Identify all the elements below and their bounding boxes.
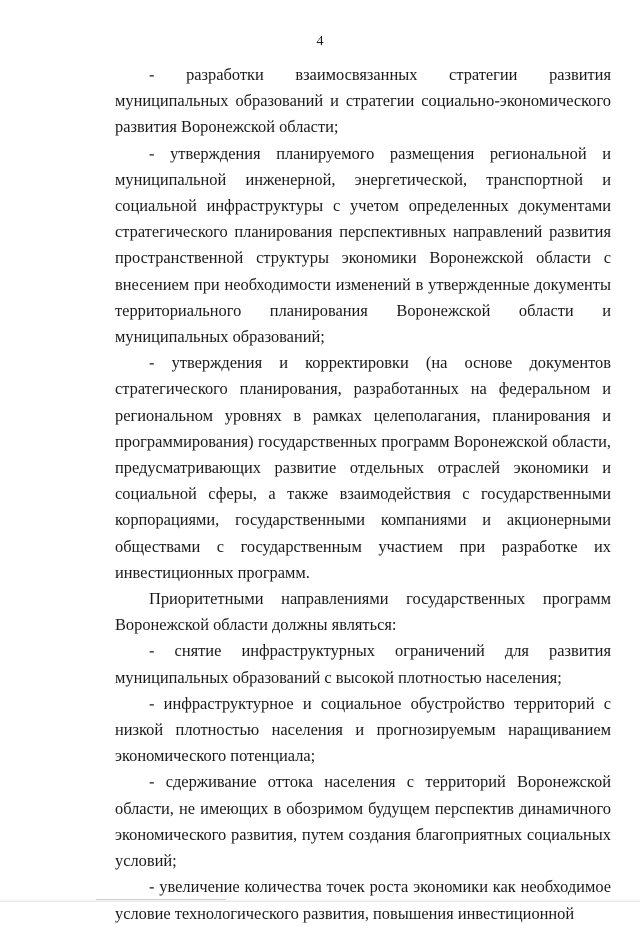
document-body xyxy=(115,62,611,927)
paragraph-4: Приоритетными направлениями государственных программ Воронежской области должны являться: xyxy=(115,589,611,635)
paragraph-5: - снятие инфраструктурных ограничений для развития муниципальных образований с высокой плотностью населения; xyxy=(115,641,611,687)
scan-artifact-line xyxy=(96,899,226,900)
paragraph-7: - сдерживание оттока населения с территорий Воронежской области, не имеющих в обозримом будущем перспектив динамичного экономического развития, путем создания благоприятных социальных условий; xyxy=(115,772,611,871)
paragraph-3: - утверждения и корректировки (на основе документов стратегического планирования, разработанных на федеральном и региональном уровнях в рамках целеполагания, планирования и программирования) государственных программ Воронежской области, предусматривающих развитие отдельных отраслей экономики и социальной сферы, а также взаимодействия с государственными корпорациями, государственными компаниями и акционерными обществами с государственным участием при разработке их инвестиционных программ. xyxy=(115,353,611,582)
paragraph-2: - утверждения планируемого размещения региональной и муниципальной инженерной, энергетической, транспортной и социальной инфраструктуры с учетом определенных документами стратегического планирования перспективных направлений развития пространственной структуры экономики Воронежской области с внесением при необходимости изменений в утвержденные документы территориального планирования Воронежской области и муниципальных образований; xyxy=(115,143,611,347)
paragraph-1: - разработки взаимосвязанных стратегии развития муниципальных образований и стратегии социально-экономического развития Воронежской области; xyxy=(115,65,611,137)
paragraph-6: - инфраструктурное и социальное обустройство территорий с низкой плотностью населения и прогнозируемым наращиванием экономического потенциала; xyxy=(115,693,611,766)
paragraph-8: - увеличение количества точек роста экономики как необходимое условие технологического развития, повышения инвестиционной xyxy=(115,877,611,923)
page-number: 4 xyxy=(316,34,324,49)
